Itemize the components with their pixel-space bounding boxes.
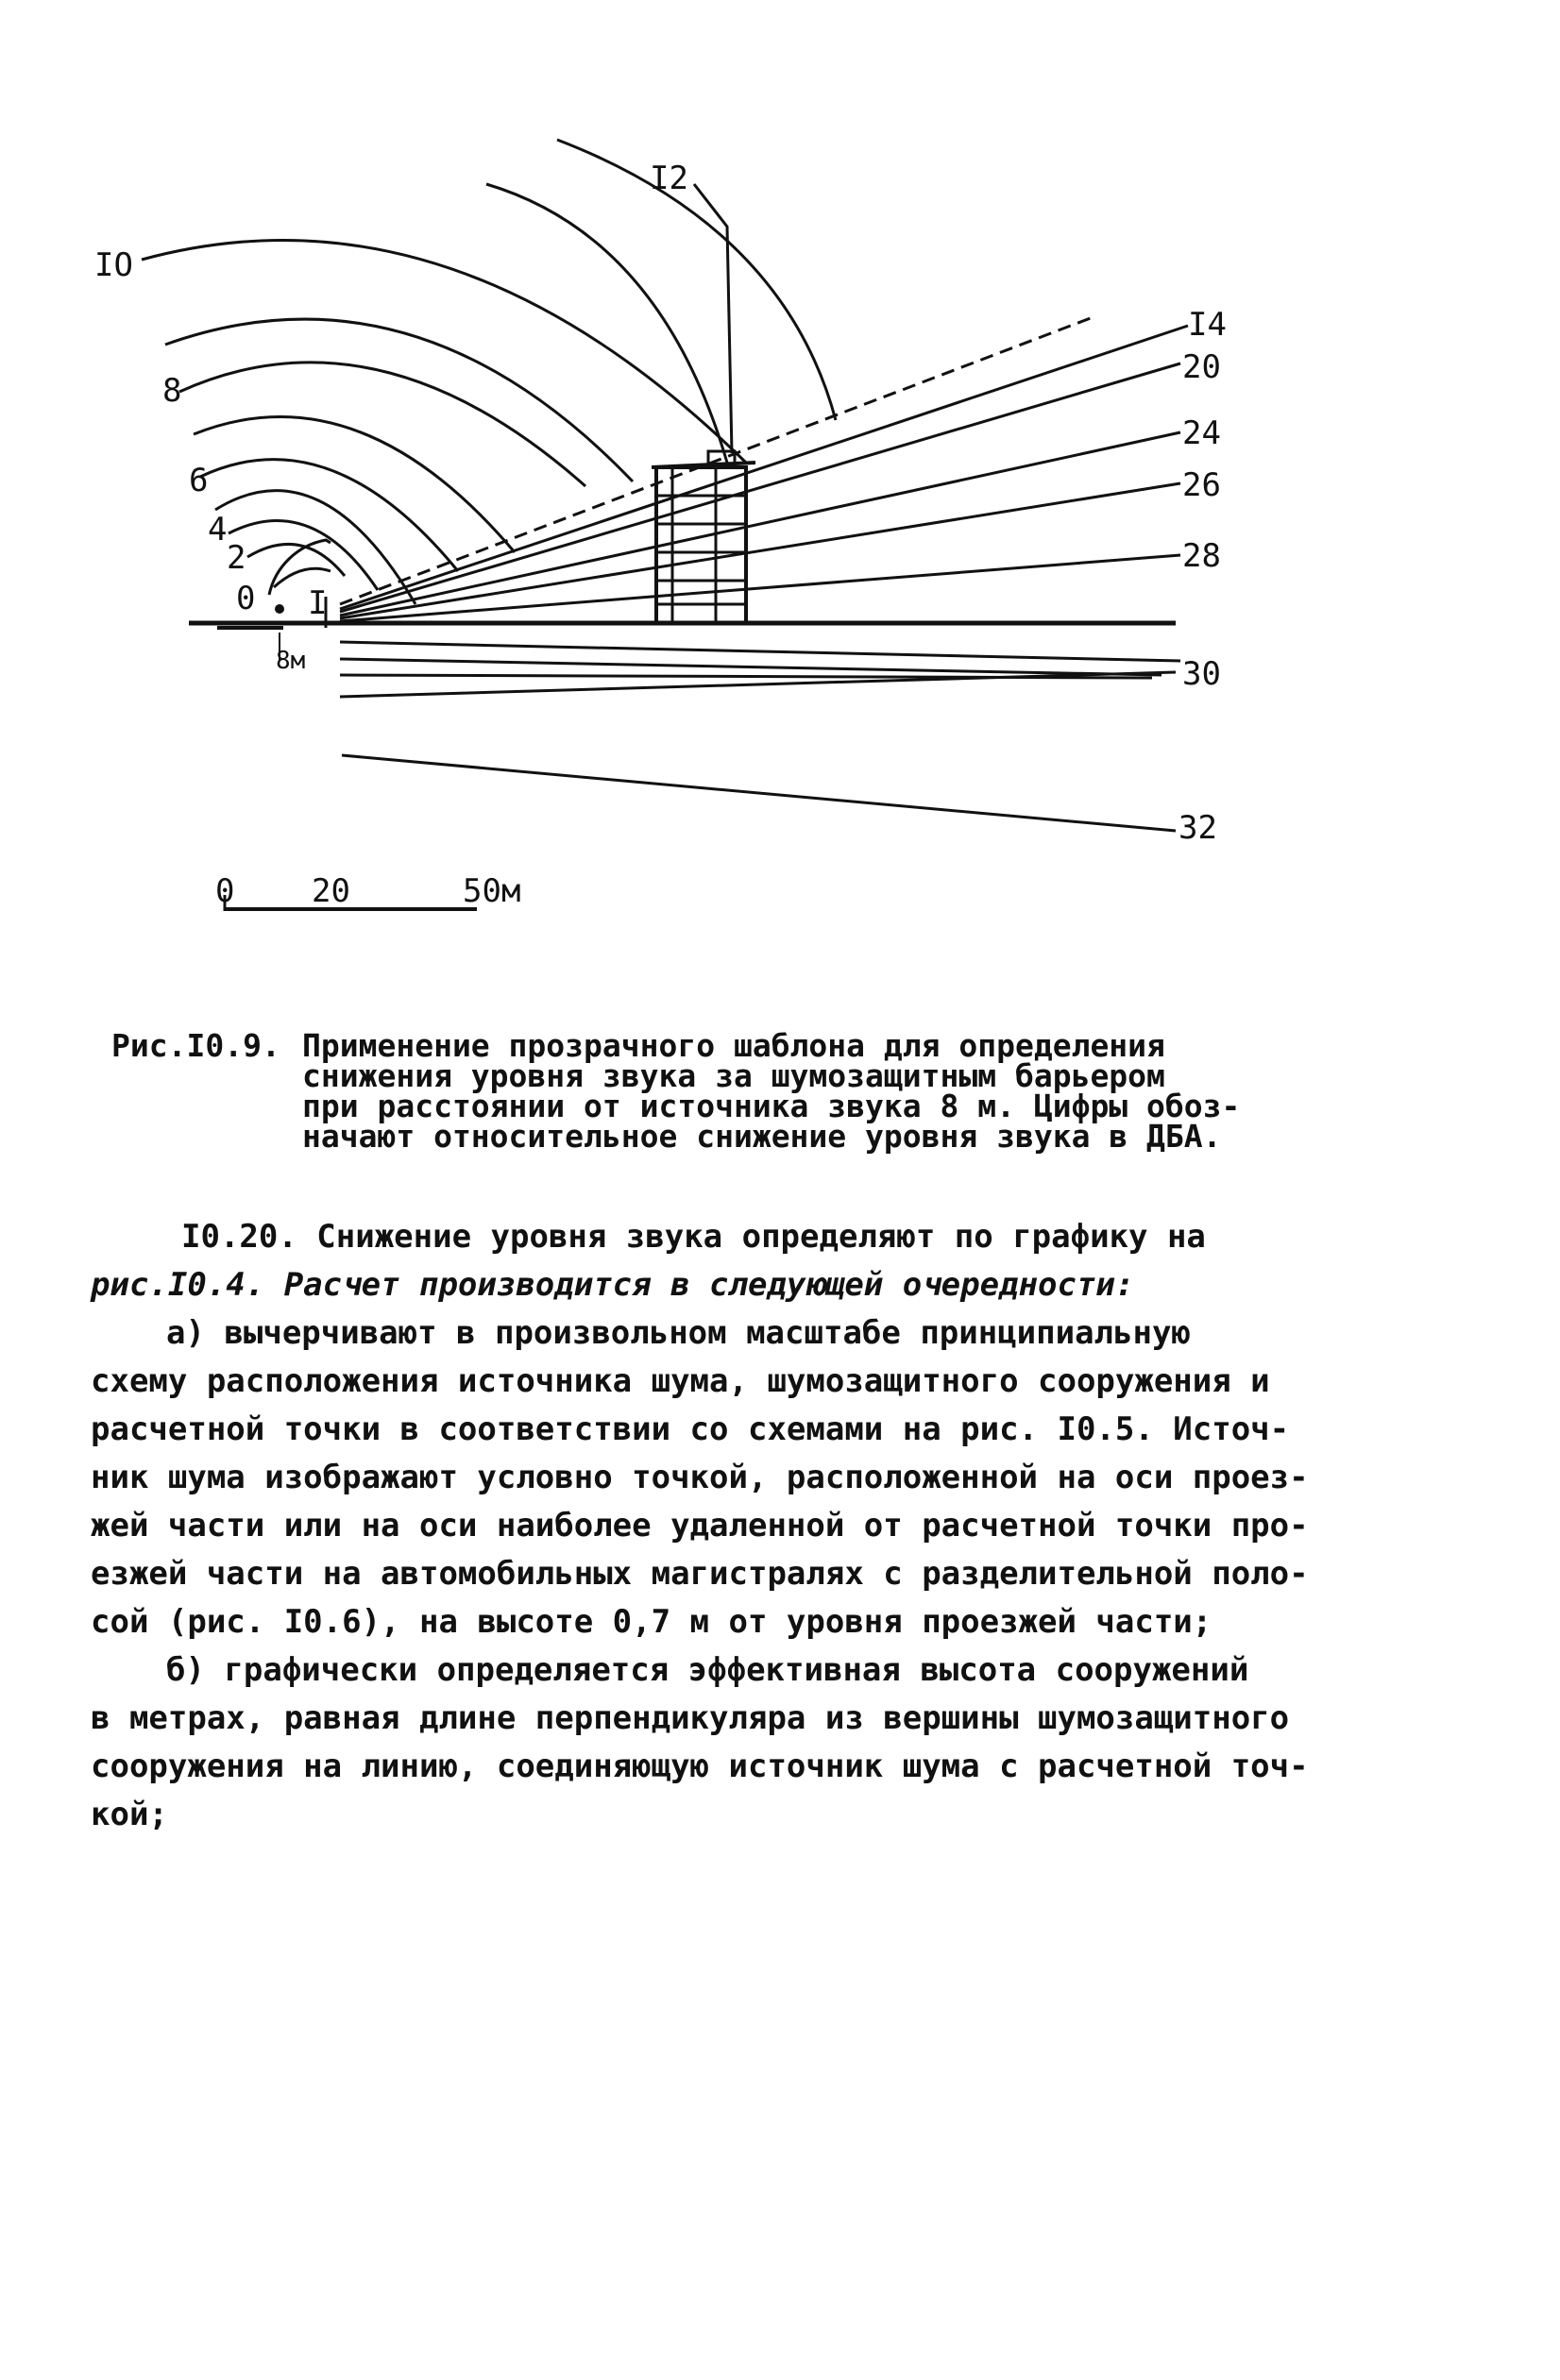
arc-label-12: I2 bbox=[650, 160, 688, 197]
line-30b bbox=[340, 659, 1162, 675]
line-label-24: 24 bbox=[1182, 414, 1221, 452]
paragraph-a-line: жей части или на оси наиболее удаленной от расчетной точки про- bbox=[91, 1507, 1309, 1544]
paragraph-a-line: езжей части на автомобильных магистралях с разделительной поло- bbox=[91, 1555, 1309, 1593]
line-30a bbox=[340, 642, 1180, 661]
line-label-14: I4 bbox=[1188, 306, 1227, 344]
line-20 bbox=[340, 363, 1180, 612]
line-label-28: 28 bbox=[1182, 537, 1221, 575]
line-14 bbox=[340, 326, 1188, 609]
caption-number: Рис.I0.9. bbox=[111, 1027, 280, 1064]
scale-tick-50: 50м bbox=[463, 872, 521, 910]
paragraph-b-line: в метрах, равная длине перпендикуляра из вершины шумозащитного bbox=[91, 1699, 1290, 1737]
line-label-26: 26 bbox=[1182, 466, 1221, 504]
body-text bbox=[91, 1213, 1318, 1839]
arc-10 bbox=[142, 240, 746, 463]
arc-label-8: 8 bbox=[162, 372, 182, 410]
arc-12a bbox=[486, 184, 727, 463]
line-32 bbox=[342, 755, 1176, 831]
paragraph-b-line: б) графически определяется эффективная высота сооружений bbox=[166, 1651, 1249, 1689]
paragraph-a-line: а) вычерчивают в произвольном масштабе принципиальную bbox=[166, 1314, 1191, 1352]
caption-line: при расстоянии от источника звука 8 м. Цифры обоз- bbox=[302, 1088, 1241, 1124]
arc-8b bbox=[179, 363, 585, 486]
scale-tick-0: 0 bbox=[215, 872, 235, 910]
noise-template-figure bbox=[0, 0, 1560, 954]
paragraph-a-line: схему расположения источника шума, шумозащитного сооружения и bbox=[91, 1362, 1270, 1400]
line-label-30: 30 bbox=[1182, 655, 1221, 693]
line-label-32: 32 bbox=[1178, 809, 1217, 847]
distance-label: 8м bbox=[276, 647, 306, 675]
leader-12 bbox=[694, 184, 732, 453]
caption-line: Применение прозрачного шаблона для определения bbox=[302, 1027, 1165, 1064]
arc-label-6: 6 bbox=[189, 462, 209, 499]
dashed-line-14 bbox=[340, 316, 1095, 604]
source-point bbox=[275, 604, 284, 614]
paragraph-b-line: кой; bbox=[91, 1796, 168, 1833]
arc-label-10: IO bbox=[94, 246, 133, 284]
source-label: I bbox=[308, 584, 328, 622]
caption-text bbox=[302, 1027, 1292, 1155]
paragraph-a-line: сой (рис. I0.6), на высоте 0,7 м от уровня проезжей части; bbox=[91, 1603, 1212, 1641]
arc-8a bbox=[194, 417, 515, 552]
line-label-20: 20 bbox=[1182, 348, 1221, 386]
line-26 bbox=[340, 483, 1180, 618]
arc-8c bbox=[165, 319, 633, 481]
scale-tick-20: 20 bbox=[312, 872, 350, 910]
barrier bbox=[656, 467, 746, 623]
paragraph-a-line: расчетной точки в соответствии со схемами на рис. I0.5. Источ- bbox=[91, 1410, 1290, 1448]
paragraph-heading-line: рис.I0.4. Расчет производится в следующей очередности: bbox=[91, 1266, 1135, 1304]
figure-caption bbox=[111, 1027, 1292, 1155]
paragraph-b-line: сооружения на линию, соединяющую источник шума с расчетной точ- bbox=[91, 1747, 1309, 1785]
paragraph-a-line: ник шума изображают условно точкой, расположенной на оси проез- bbox=[91, 1459, 1309, 1496]
caption-line: начают относительное снижение уровня звука в ДБА. bbox=[302, 1118, 1222, 1155]
figure bbox=[0, 0, 1560, 954]
paragraph-heading-line: I0.20. Снижение уровня звука определяют по графику на bbox=[181, 1218, 1206, 1256]
arc-label-2: 2 bbox=[227, 539, 246, 577]
arc-label-4: 4 bbox=[208, 511, 228, 549]
caption-line: снижения уровня звука за шумозащитным барьером bbox=[302, 1057, 1165, 1094]
arc-label-0: 0 bbox=[236, 580, 256, 617]
